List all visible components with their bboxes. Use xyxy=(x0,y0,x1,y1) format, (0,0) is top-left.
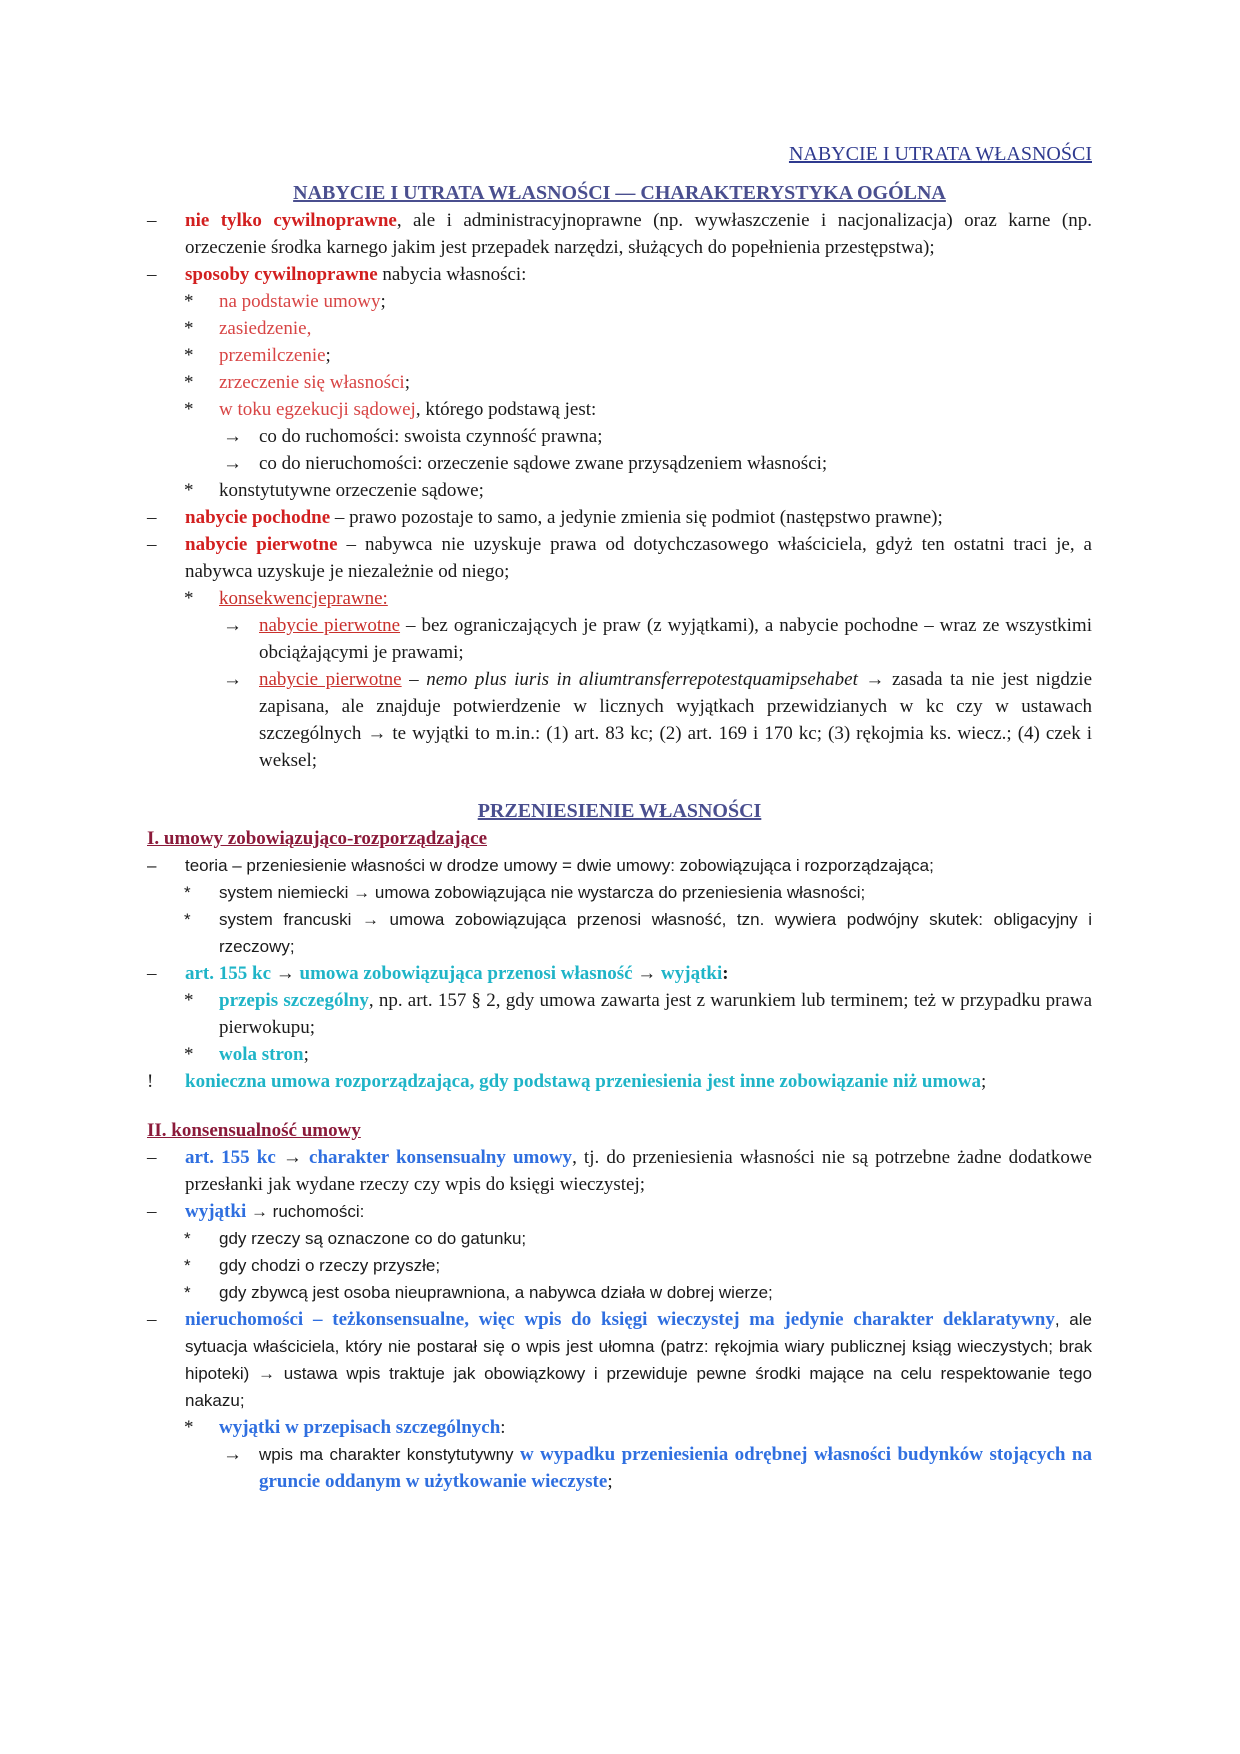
list-item: – teoria – przeniesienie własności w drodze umowy = dwie umowy: zobowiązująca i rozporządzająca; xyxy=(147,852,1092,879)
dash-bullet: – xyxy=(147,856,157,875)
star-bullet: * xyxy=(184,1044,194,1065)
list-item: → co do nieruchomości: orzeczenie sądowe zwane przysądzeniem własności; xyxy=(147,450,1092,477)
star-bullet: * xyxy=(184,588,194,609)
list-item: – art. 155 kc → charakter konsensualny umowy, tj. do przeniesienia własności nie są potrzebne żadne dodatkowe przesłanki jak wydane rzeczy czy wpis do księgi wieczystej; xyxy=(147,1144,1092,1198)
list-item: → wpis ma charakter konstytutywny w wypadku przeniesienia odrębnej własności budynków stojących na gruncie oddanym w użytkowanie wieczyste; xyxy=(147,1441,1092,1495)
star-bullet: * xyxy=(184,345,194,366)
list-item: * w toku egzekucji sądowej, którego podstawą jest: xyxy=(147,396,1092,423)
star-bullet: * xyxy=(184,883,191,902)
dash-bullet: – xyxy=(147,1201,157,1222)
list-item: * konsekwencjeprawne: xyxy=(147,585,1092,612)
list-item: → nabycie pierwotne – bez ograniczających je praw (z wyjątkami), a nabycie pochodne – wraz ze wszystkimi obciążającymi je prawami; xyxy=(147,612,1092,666)
document-body xyxy=(147,0,1092,1495)
section-heading-transfer: PRZENIESIENIE WŁASNOŚCI xyxy=(477,800,762,822)
list-item: → co do ruchomości: swoista czynność prawna; xyxy=(147,423,1092,450)
list-item: – nabycie pochodne – prawo pozostaje to samo, a jedynie zmienia się podmiot (następstwo prawne); xyxy=(147,504,1092,531)
list-item: * gdy zbywcą jest osoba nieuprawniona, a nabywca działa w dobrej wierze; xyxy=(147,1279,1092,1306)
star-bullet: * xyxy=(184,318,194,339)
dash-bullet: – xyxy=(147,1147,157,1168)
list-item: * zasiedzenie, xyxy=(147,315,1092,342)
dash-bullet: – xyxy=(147,210,157,231)
star-bullet: * xyxy=(184,399,194,420)
star-bullet: * xyxy=(184,1256,191,1275)
list-item: – nie tylko cywilnoprawne, ale i administracyjnoprawne (np. wywłaszczenie i nacjonalizacja) oraz karne (np. orzeczenie środka karnego jakim jest przepadek narzędzi, służących do popełnienia przestępstwa); xyxy=(147,207,1092,261)
star-bullet: * xyxy=(184,1229,191,1248)
list-item: * gdy rzeczy są oznaczone co do gatunku; xyxy=(147,1225,1092,1252)
subsection-heading: I. umowy zobowiązująco-rozporządzające xyxy=(147,828,487,849)
star-bullet: * xyxy=(184,480,194,501)
document-title: NABYCIE I UTRATA WŁASNOŚCI xyxy=(788,143,1092,165)
list-item: ! konieczna umowa rozporządzająca, gdy podstawą przeniesienia jest inne zobowiązanie niż umowa; xyxy=(147,1068,1092,1095)
list-item: * przepis szczególny, np. art. 157 § 2, gdy umowa zawarta jest z warunkiem lub terminem; też w przypadku prawa pierwokupu; xyxy=(147,987,1092,1041)
list-item: – wyjątki → ruchomości: xyxy=(147,1198,1092,1225)
section-heading-general: NABYCIE I UTRATA WŁASNOŚCI — CHARAKTERYSTYKA OGÓLNA xyxy=(293,182,946,204)
dash-bullet: – xyxy=(147,534,157,555)
dash-bullet: – xyxy=(147,264,157,285)
list-item: * system niemiecki → umowa zobowiązująca nie wystarcza do przeniesienia własności; xyxy=(147,879,1092,906)
list-item: * na podstawie umowy; xyxy=(147,288,1092,315)
list-item: – sposoby cywilnoprawne nabycia własności: xyxy=(147,261,1092,288)
dash-bullet: – xyxy=(147,507,157,528)
list-item: – art. 155 kc → umowa zobowiązująca przenosi własność → wyjątki: xyxy=(147,960,1092,987)
star-bullet: * xyxy=(184,910,191,929)
arrow-bullet: → xyxy=(223,453,242,474)
subsection-heading: II. konsensualność umowy xyxy=(147,1120,361,1141)
star-bullet: * xyxy=(184,990,194,1011)
dash-bullet: – xyxy=(147,963,157,984)
arrow-bullet: → xyxy=(223,426,242,447)
list-item: * system francuski → umowa zobowiązująca przenosi własność, tzn. wywiera podwójny skutek: obligacyjny i rzeczowy; xyxy=(147,906,1092,960)
list-item: * konstytutywne orzeczenie sądowe; xyxy=(147,477,1092,504)
list-item: * przemilczenie; xyxy=(147,342,1092,369)
list-item: * gdy chodzi o rzeczy przyszłe; xyxy=(147,1252,1092,1279)
list-item: * wyjątki w przepisach szczególnych: xyxy=(147,1414,1092,1441)
star-bullet: * xyxy=(184,291,194,312)
dash-bullet: – xyxy=(147,1309,157,1330)
arrow-bullet: → xyxy=(223,669,242,690)
list-item: – nabycie pierwotne – nabywca nie uzyskuje prawa od dotychczasowego właściciela, gdyż ten ostatni traci je, a nabywca uzyskuje je niezależnie od niego; xyxy=(147,531,1092,585)
exclamation-marker: ! xyxy=(147,1071,154,1092)
list-item: – nieruchomości – teżkonsensualne, więc wpis do księgi wieczystej ma jedynie charakter deklaratywny, ale sytuacja właściciela, który nie postarał się o wpis jest ułomna (patrz: rękojmia wiary publicznej ksiąg wieczystych; brak hipoteki) → ustawa wpis traktuje jak obowiązkowy i przewiduje pewne środki mające na celu respektowanie tego nakazu; xyxy=(147,1306,1092,1414)
star-bullet: * xyxy=(184,372,194,393)
arrow-bullet: → xyxy=(223,1444,242,1465)
list-item: * wola stron; xyxy=(147,1041,1092,1068)
star-bullet: * xyxy=(184,1417,194,1438)
star-bullet: * xyxy=(184,1283,191,1302)
list-item: → nabycie pierwotne – nemo plus iuris in aliumtransferrepotestquamipsehabet → zasada ta nie jest nigdzie zapisana, ale znajduje potwierdzenie w licznych wyjątkach przewidzianych w kc czy w ustawach szczególnych → te wyjątki to m.in.: (1) art. 83 kc; (2) art. 169 i 170 kc; (3) rękojmia ks. wiecz.; (4) czek i weksel; xyxy=(147,666,1092,774)
list-item: * zrzeczenie się własności; xyxy=(147,369,1092,396)
arrow-bullet: → xyxy=(223,615,242,636)
